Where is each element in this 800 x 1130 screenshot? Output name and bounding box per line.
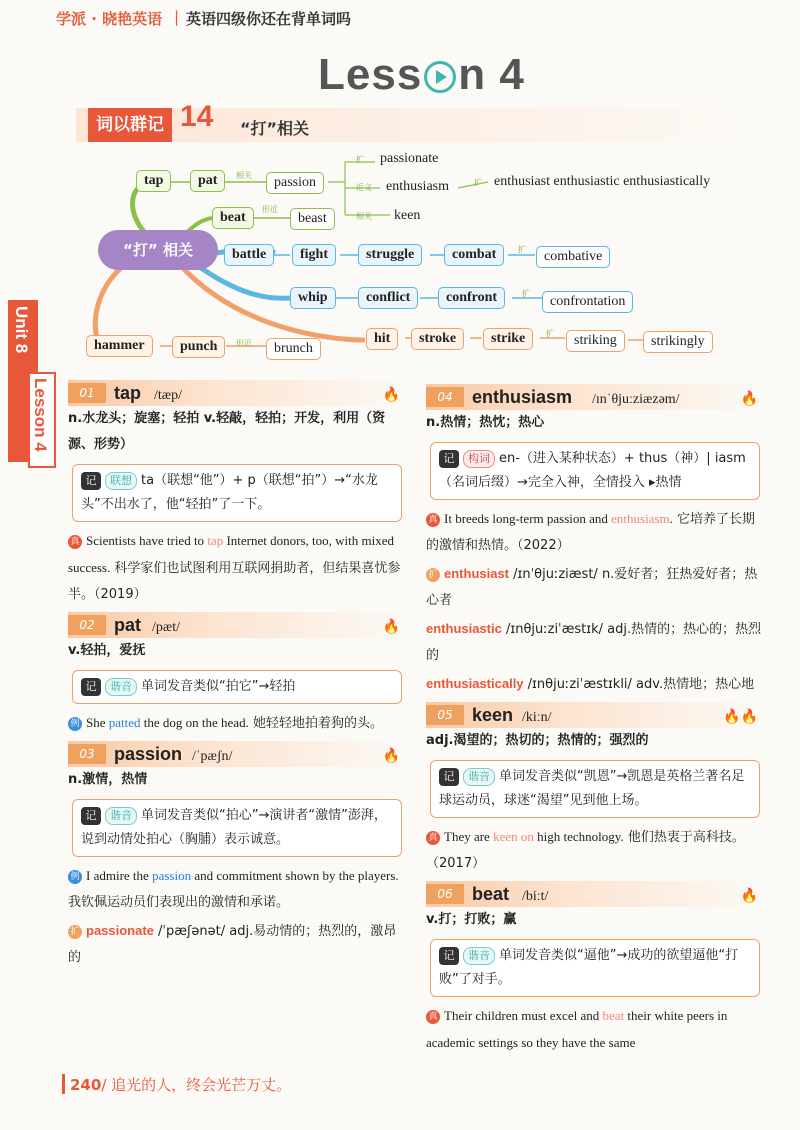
node-stroke: stroke: [411, 328, 464, 350]
node-enthusiast-line: enthusiast enthusiastic enthusiastically: [494, 174, 711, 189]
example-en: She: [86, 715, 109, 730]
example-cn: 我钦佩运动员们表现出的激情和承诺。: [68, 895, 290, 910]
node-punch: punch: [172, 336, 225, 358]
memo-tag: 谐音: [105, 807, 137, 825]
memo-text: 单词发音类似“逼他”→成功的欲望逼他“打败”了对手。: [439, 948, 739, 987]
node-combat: combat: [444, 244, 504, 266]
memo-box: [430, 760, 760, 818]
example-cn: 它培养了长期的激情和热情。（2022）: [426, 512, 756, 553]
node-beast: beast: [290, 208, 335, 230]
node-beat: beat: [212, 207, 254, 229]
node-enthusiasm: enthusiasm: [386, 179, 449, 194]
extend-icon: 扩: [426, 568, 440, 582]
memo-box: [72, 464, 402, 522]
example: [68, 710, 406, 737]
word-number: 05: [426, 705, 464, 725]
word-header: [426, 384, 764, 410]
memo-tag: 谐音: [463, 947, 495, 965]
memo-icon: 记: [439, 450, 459, 468]
flame-icon: 🔥: [740, 391, 758, 407]
tag-similar-form: 形近: [262, 205, 278, 214]
node-conflict: conflict: [358, 287, 418, 309]
word-number: 03: [68, 744, 106, 764]
tag-extend: 扩: [546, 329, 554, 338]
real-exam-icon: 真: [68, 535, 82, 549]
page-number: 240: [70, 1076, 102, 1094]
word-header: [68, 612, 406, 638]
tag-related: 相关: [356, 212, 372, 221]
word-headword: tap: [114, 383, 141, 403]
example-en: high technology.: [533, 829, 624, 844]
flame-icon: 🔥🔥: [723, 709, 758, 725]
side-unit: Unit 8: [12, 306, 31, 354]
example: [68, 863, 406, 916]
tag-extend: 扩: [522, 289, 530, 298]
real-exam-icon: 真: [426, 513, 440, 527]
footer-bar: [62, 1074, 65, 1094]
lesson-title-part: n 4: [458, 50, 525, 99]
example-highlight: passion: [152, 868, 192, 883]
node-keen: keen: [394, 208, 421, 223]
memo-text: 单词发音类似“拍心”→演讲者“激情”澎湃，说到动情处拍心（胸脯）表示诚意。: [81, 808, 387, 847]
extension: [426, 671, 764, 698]
example-icon: 例: [68, 717, 82, 731]
example: [426, 506, 764, 559]
example-en: It breeds long-term passion and: [444, 511, 612, 526]
real-exam-icon: 真: [426, 831, 440, 845]
word-definition: n.水龙头；旋塞；轻拍 v.轻敲，轻拍；开发，利用（资源、形势）: [68, 411, 386, 452]
example-highlight: beat: [602, 1008, 625, 1023]
footer: [70, 1074, 291, 1095]
lesson-title: [318, 50, 525, 100]
memo-text: 单词发音类似“拍它”→轻拍: [141, 679, 296, 694]
word-phonetic: /ɪnˈθjuːziæzəm/: [592, 392, 680, 407]
extension-word: passionate: [86, 923, 154, 938]
tag-synonym: 近义: [356, 183, 372, 192]
word-definition: n.激情，热情: [68, 772, 148, 787]
flame-icon: 🔥: [740, 888, 758, 904]
memo-text: ta（联想“他”）+ p（联想“拍”）→“水龙头”不出水了，他“轻拍”了一下。: [81, 473, 378, 512]
memo-tag: 谐音: [105, 678, 137, 696]
word-headword: beat: [472, 884, 510, 904]
tag-extend: 扩: [474, 178, 482, 187]
tag-similar-form: 形近: [236, 339, 252, 348]
lesson-title-part: Less: [318, 50, 423, 99]
memo-icon: 记: [81, 807, 101, 825]
right-column: [426, 380, 764, 1059]
header-brand: 学派 · 晓艳英语: [56, 10, 163, 28]
example-highlight: patted: [108, 715, 141, 730]
word-headword: keen: [472, 705, 514, 725]
node-strike: strike: [483, 328, 533, 350]
word-headword: enthusiasm: [472, 387, 573, 407]
word-definition: n.热情；热忱；热心: [426, 415, 545, 430]
extension-text: /ɪnθjuːziˈæstɪkli/ adv.热情地；热心地: [523, 677, 755, 692]
extension: [426, 561, 764, 614]
example-en: .: [669, 511, 673, 526]
extend-icon: 扩: [68, 925, 82, 939]
memo-icon: 记: [439, 768, 459, 786]
node-whip: whip: [290, 287, 336, 309]
example-en: Internet donors, too, with mixed success.: [68, 533, 394, 575]
example-highlight: keen on: [493, 829, 534, 844]
node-struggle: struggle: [358, 244, 422, 266]
word-header: [426, 881, 764, 907]
header-separator: |: [174, 8, 180, 26]
memo-box: [72, 670, 402, 704]
memo-tag: 谐音: [463, 768, 495, 786]
extension-word: enthusiastically: [426, 676, 524, 691]
example-cn: 他们热衷于高科技。（2017）: [426, 830, 745, 871]
example: [426, 1003, 764, 1057]
left-column: [68, 376, 406, 973]
node-striking: striking: [566, 330, 625, 352]
group-label: 词以群记: [88, 108, 172, 142]
group-topic: “打”相关: [240, 119, 310, 138]
extension: [426, 616, 764, 669]
extension-word: enthusiast: [444, 566, 510, 581]
example-en: and commitment shown by the players.: [191, 868, 399, 883]
extension: [68, 918, 406, 971]
node-hit: hit: [366, 328, 398, 350]
memo-text: en-（进入某种状态）+ thus（神）| iasm（名词后缀）→完全入神，全情投入 ▸热情: [439, 451, 746, 490]
word-headword: passion: [114, 744, 183, 764]
example-cn: 科学家们也试图利用互联网捐助者，但结果喜忧参半。（2019）: [68, 561, 401, 602]
node-confront: confront: [438, 287, 505, 309]
example-en: their white peers in academic settings so they have the same: [426, 1008, 728, 1050]
flame-icon: 🔥: [382, 748, 400, 764]
word-headword: pat: [114, 615, 141, 635]
example-en: Scientists have tried to: [86, 533, 208, 548]
memo-icon: 记: [439, 947, 459, 965]
memo-box: [430, 442, 760, 500]
example-en: Their children must excel and: [444, 1008, 603, 1023]
flame-icon: 🔥: [382, 387, 400, 403]
extension-text: /ˈpæʃənət/ adj.易动情的；热烈的，激昂的: [68, 924, 397, 965]
real-exam-icon: 真: [426, 1010, 440, 1024]
example: [68, 528, 406, 608]
example-highlight: enthusiasm: [611, 511, 670, 526]
word-phonetic: /biːt/: [522, 889, 549, 904]
word-definition: v.轻拍，爱抚: [68, 643, 146, 658]
extension-text: /ɪnˈθjuːziæst/ n.爱好者；狂热爱好者；热心者: [426, 567, 758, 608]
word-number: 04: [426, 387, 464, 407]
extension-word: enthusiastic: [426, 621, 502, 636]
memo-tag: 构词: [463, 450, 495, 468]
play-icon[interactable]: [424, 61, 456, 93]
example-en: the dog on the head.: [140, 715, 249, 730]
word-header: [426, 702, 764, 728]
extension-text: /ɪnθjuːziˈæstɪk/ adj.热情的；热心的；热烈的: [426, 622, 762, 663]
example-en: They are: [444, 829, 494, 844]
flame-icon: 🔥: [382, 619, 400, 635]
word-number: 06: [426, 884, 464, 904]
example-cn: 她轻轻地拍着狗的头。: [252, 716, 383, 731]
word-header: [68, 380, 406, 406]
node-battle: battle: [224, 244, 274, 266]
example-en: I admire the: [86, 868, 153, 883]
memo-text: 单词发音类似“凯恩”→凯恩是英格兰著名足球运动员，球迷“渴望”见到他上场。: [439, 769, 745, 808]
example-highlight: tap: [207, 533, 224, 548]
word-phonetic: /ˈpæʃn/: [192, 749, 233, 764]
example-icon: 例: [68, 870, 82, 884]
tag-extend: 扩: [518, 245, 526, 254]
node-passionate: passionate: [380, 151, 439, 166]
group-number: 14: [180, 100, 214, 133]
memo-icon: 记: [81, 472, 101, 490]
word-phonetic: /tæp/: [154, 388, 183, 403]
side-lesson: Lesson 4: [31, 378, 50, 452]
word-definition: v.打；打败；赢: [426, 912, 517, 927]
header-title: 英语四级你还在背单词吗: [186, 10, 352, 28]
memo-tag: 联想: [105, 472, 137, 490]
word-definition: adj.渴望的；热切的；热情的；强烈的: [426, 733, 649, 748]
memo-box: [72, 799, 402, 857]
tag-related: 相关: [236, 171, 252, 180]
word-number: 02: [68, 615, 106, 635]
memo-box: [430, 939, 760, 997]
node-strikingly: strikingly: [643, 331, 713, 353]
word-number: 01: [68, 383, 106, 403]
node-fight: fight: [292, 244, 336, 266]
node-pat: pat: [190, 170, 225, 192]
word-header: [68, 741, 406, 767]
node-combative: combative: [536, 246, 610, 268]
word-phonetic: /kiːn/: [522, 710, 552, 725]
tag-extend: 扩: [356, 155, 364, 164]
example: [426, 824, 764, 877]
memo-icon: 记: [81, 678, 101, 696]
footer-motto: / 追光的人，终会光芒万丈。: [101, 1076, 292, 1094]
node-passion: passion: [266, 172, 324, 194]
node-hammer: hammer: [86, 335, 153, 357]
node-confrontation: confrontation: [542, 291, 633, 313]
word-phonetic: /pæt/: [152, 620, 181, 635]
node-brunch: brunch: [266, 338, 321, 360]
node-tap: tap: [136, 170, 171, 192]
mindmap-center: “打” 相关: [98, 230, 218, 270]
